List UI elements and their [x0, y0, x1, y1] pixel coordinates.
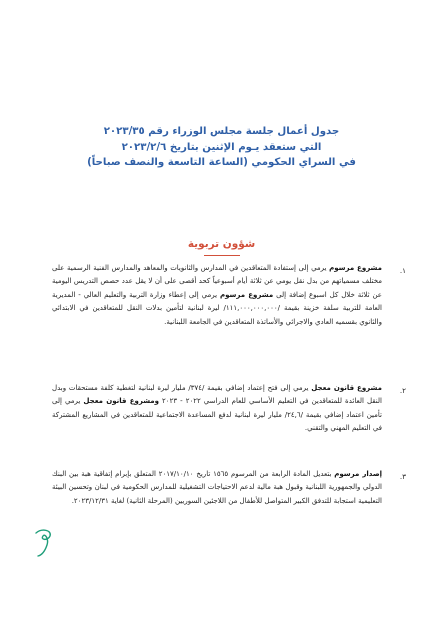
- item-lead: مشروع مرسوم: [329, 264, 382, 272]
- item-lead: إصدار مرسوم: [334, 470, 382, 478]
- agenda-item-1: [52, 262, 382, 329]
- item-lead: مشروع مرسوم: [220, 290, 274, 299]
- agenda-date: التي ستعقد يـوم الإثنين بتاريخ ٢٠٢٣/٢/٦: [121, 141, 322, 153]
- agenda-header: [60, 124, 383, 171]
- agenda-item-2: [52, 382, 382, 436]
- item-text: يرمي إلى إعطاء وزارة التربية والتعليم العالي - المديرية العامة للتربية سلفة خزينة بقيمة /١١١,٠٠٠,٠٠٠,٠٠٠/ ليرة لبنانية لتأمين بدلات النقل للمتعاقدين في الابتدائي والثانوي بقسميه العادي والاجرائي والأساتذة المتعاقدين في الجامعة اللبنانية.: [52, 290, 382, 326]
- agenda-location: في السراي الحكومي (الساعة التاسعة والنصف صباحاً): [87, 157, 356, 168]
- section-title: شؤون تربوية: [187, 238, 256, 250]
- item-text: يرمي إلى تأمين اعتماد إضافي بقيمة /٢٤,٦/ مليار ليرة لبنانية لدفع المساعدة الاجتماعية للمتعاقدين في المشاريع المشتركة في التعليم المهني والتقني.: [52, 397, 382, 433]
- agenda-title: جدول أعمال جلسة مجلس الوزراء رقم ٢٠٢٣/٣٥: [103, 126, 340, 137]
- item-text: يرمي إلى إستفادة المتعاقدين في المدارس والثانويات والمعاهد والمدارس الفنية الرسمية على مختلف مسمياتهم من بدل نقل يومي عن ثلاثة أيام أسبوعياً كحد أقصى على أن لا يقل عدد حصص التدريس اليومية عن ثلاثة خلال كل اسبوع إضافة إلى: [52, 264, 382, 299]
- item-number: ٢.: [399, 386, 406, 395]
- agenda-item-3: [52, 468, 382, 508]
- section-underline: [204, 255, 240, 256]
- item-text: يرمي إلى فتح إعتماد إضافي بقيمة /٣٧٤/ مليار ليرة لبنانية لتغطية كلفة مستحقات وبدل النقل العائدة للمتعاقدين في التعليم الأساسي للعام الدراسي ٢٠٢٢ - ٢٠٢٣: [52, 384, 382, 406]
- signature-mark: [30, 525, 66, 559]
- item-number: ١.: [399, 266, 406, 275]
- item-text: بتعديل المادة الرابعة من المرسوم ١٥٦٥ تاريخ ٢٠١٧/١٠/١٠ المتعلق بإبرام إتفاقية هبة بين البنك الدولي والجمهورية اللبنانية وقبول هبة مالية لدعم الاحتياجات التشغيلية للمدارس الحكومية في لبنان وتحسين البيئة التعليمية استجابة للتدفق الكبير المتواصل للأطفال من اللاجئين السوريين (المرحلة الثانية) لغاية ٢٠٢٣/١٢/٣١.: [52, 470, 382, 505]
- item-number: ٣.: [399, 472, 406, 481]
- item-lead: ومشروع قانون معجل: [83, 397, 159, 406]
- item-lead: مشروع قانون معجل: [311, 384, 382, 392]
